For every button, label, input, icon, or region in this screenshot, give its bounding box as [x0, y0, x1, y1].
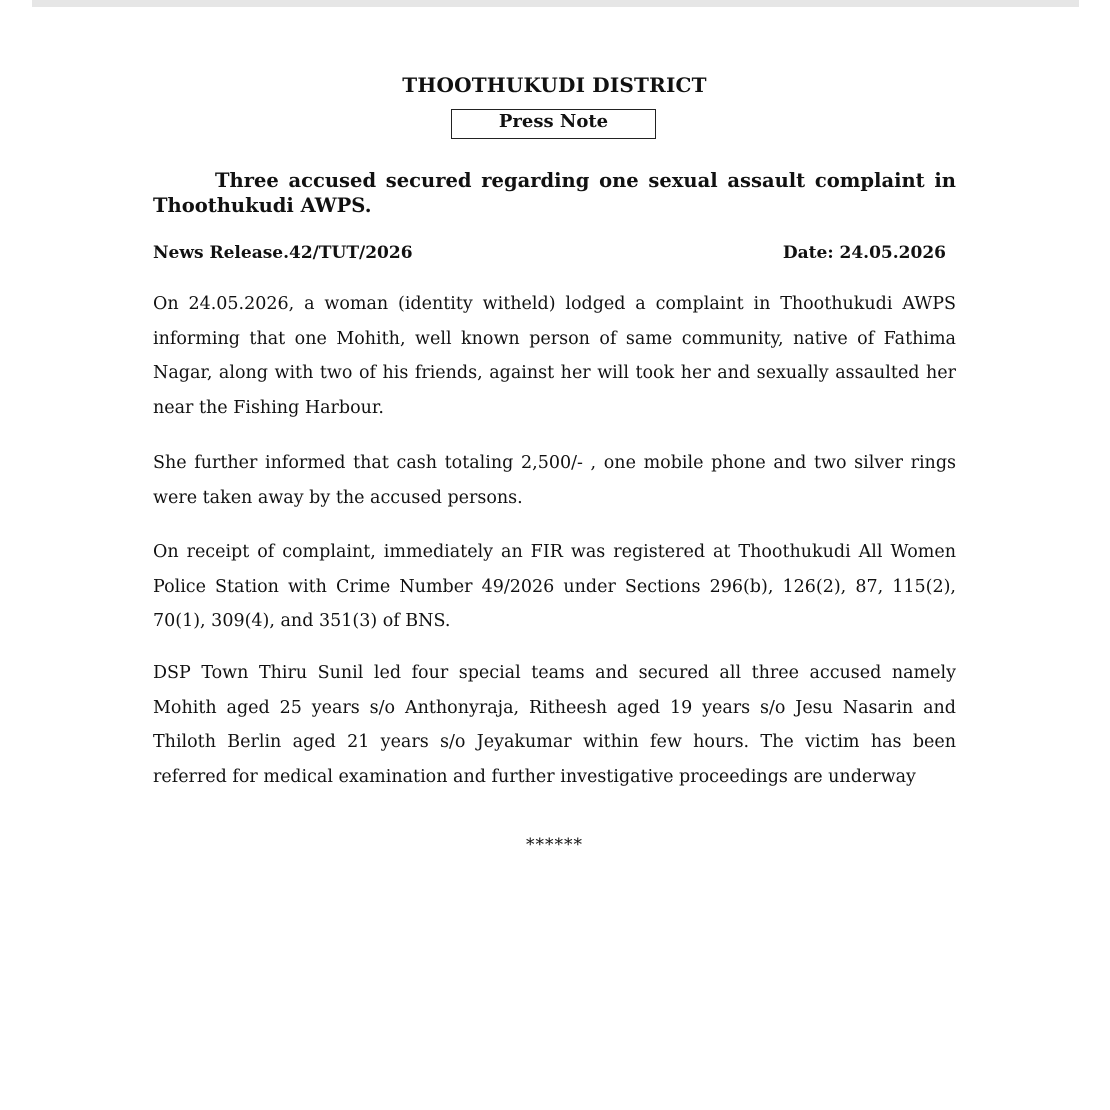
paragraph-arrest: DSP Town Thiru Sunil led four special teams and secured all three accused namely Mohith aged 25 years s/o Anthonyraja, Ritheesh aged 19 years s/o Jesu Nasarin and Thiloth Berlin aged 21 years s/o Jeyakumar within few hours. The victim has been referred for medical examination and further investigative proceedings are underway [153, 663, 956, 788]
headline: Three accused secured regarding one sexual assault complaint in Thoothukudi AWPS. [153, 169, 956, 217]
paragraph-stolen-items: She further informed that cash totaling 2,500/- , one mobile phone and two silver rings were taken away by the accused persons. [153, 453, 956, 508]
paragraph-complaint: On 24.05.2026, a woman (identity witheld) lodged a complaint in Thoothukudi AWPS informing that one Mohith, well known person of same community, native of Fathima Nagar, along with two of his friends, against her will took her and sexually assaulted her near the Fishing Harbour. [153, 294, 956, 419]
release-date: Date: 24.05.2026 [782, 243, 946, 263]
district-title: THOOTHUKUDI DISTRICT [402, 73, 707, 97]
release-meta-row [153, 243, 956, 267]
end-marker: ****** [526, 835, 583, 855]
top-rule [32, 0, 1079, 7]
news-release-number: News Release.42/TUT/2026 [153, 243, 413, 263]
paragraph-fir: On receipt of complaint, immediately an FIR was registered at Thoothukudi All Women Police Station with Crime Number 49/2026 under Sections 296(b), 126(2), 87, 115(2), 70(1), 309(4), and 351(3) of BNS. [153, 542, 956, 632]
press-note-label: Press Note [451, 109, 656, 139]
